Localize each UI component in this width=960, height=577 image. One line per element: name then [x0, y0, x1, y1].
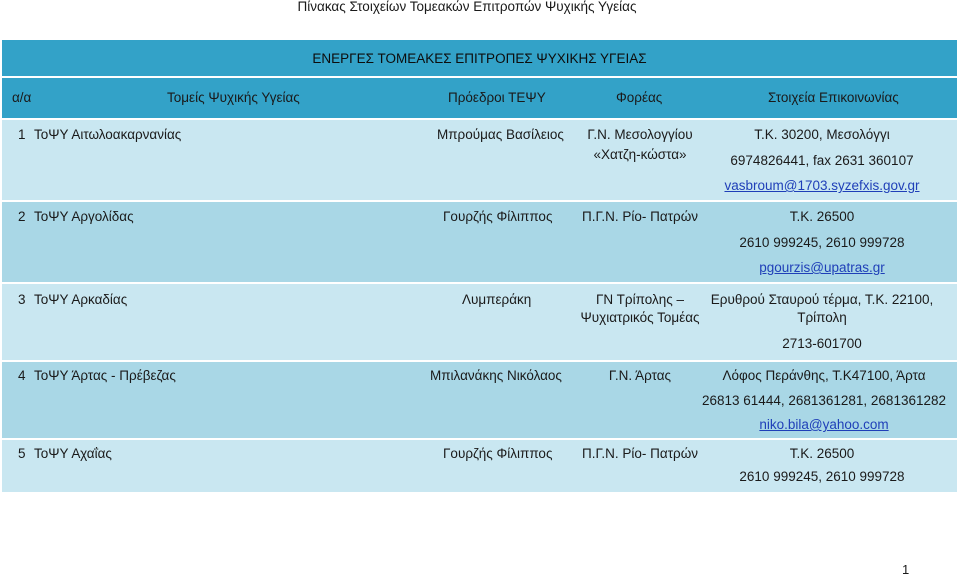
row-org-line1: Π.Γ.Ν. Ρίο- Πατρών	[581, 209, 699, 224]
header-org: Φορέας	[616, 90, 663, 105]
row-contact-phone: 2610 999245, 2610 999728	[739, 235, 905, 250]
row-contact-phone: 2610 999245, 2610 999728	[739, 469, 905, 484]
committees-table	[2, 40, 957, 494]
row-sector: ΤοΨΥ Άρτας - Πρέβεζας	[34, 368, 176, 383]
table-banner: ΕΝΕΡΓΕΣ ΤΟΜΕΑΚΕΣ ΕΠΙΤΡΟΠΕΣ ΨΥΧΙΚΗΣ ΥΓΕΙΑΣ	[2, 40, 957, 78]
header-contact: Στοιχεία Επικοινωνίας	[768, 90, 899, 105]
row-sector: ΤοΨΥ Αρκαδίας	[34, 292, 128, 307]
row-contact-address: Λόφος Περάνθης, Τ.Κ47100, Άρτα	[722, 368, 926, 383]
table-header-row	[2, 78, 957, 120]
header-sector: Τομείς Ψυχικής Υγείας	[167, 90, 300, 105]
row-contact-phone: 26813 61444, 2681361281, 2681361282	[702, 393, 946, 408]
page-number: 1	[902, 562, 910, 577]
row-org-line1: Γ.Ν. Μεσολογγίου	[587, 127, 693, 142]
row-contact-phone: 2713-601700	[782, 336, 862, 351]
row-contact-email[interactable]: pgourzis@upatras.gr	[759, 260, 885, 275]
header-num: α/α	[12, 90, 32, 105]
row-chair: Γουρζής Φίλιππος	[443, 446, 553, 461]
row-num: 4	[18, 368, 26, 383]
row-org-line2: Ψυχιατρικός Τομέας	[580, 310, 700, 325]
row-contact-address: Τ.Κ. 26500	[789, 446, 855, 461]
row-contact-address: Τ.Κ. 26500	[789, 209, 855, 224]
row-contact-address: Τ.Κ. 30200, Μεσολόγγι	[754, 127, 890, 142]
row-contact-phone: 6974826441, fax 2631 360107	[730, 153, 914, 168]
table-row	[2, 120, 957, 202]
row-sector: ΤοΨΥ Αιτωλοακαρνανίας	[34, 127, 182, 142]
row-chair: Μπιλανάκης Νικόλαος	[430, 368, 562, 383]
row-num: 2	[18, 209, 26, 224]
header-chair: Πρόεδροι ΤΕΨΥ	[448, 90, 546, 105]
table-row	[2, 362, 957, 440]
row-sector: ΤοΨΥ Αχαΐας	[34, 446, 112, 461]
table-row	[2, 284, 957, 362]
row-org-line1: ΓΝ Τρίπολης –	[595, 292, 684, 307]
row-sector: ΤοΨΥ Αργολίδας	[34, 209, 134, 224]
row-org-line2: «Χατζη-κώστα»	[593, 147, 687, 162]
row-contact-email[interactable]: niko.bila@yahoo.com	[759, 417, 889, 432]
document-title: Πίνακας Στοιχείων Τομεακών Επιτροπών Ψυχικής Υγείας	[297, 0, 637, 14]
row-num: 3	[18, 292, 26, 307]
row-contact-email[interactable]: vasbroum@1703.syzefxis.gov.gr	[724, 178, 920, 193]
row-contact-address: Ερυθρού Σταυρού τέρμα, Τ.Κ. 22100,	[710, 292, 934, 307]
row-num: 1	[18, 127, 26, 142]
row-chair: Λυμπεράκη	[462, 292, 532, 307]
row-chair: Μπρούμας Βασίλειος	[437, 127, 564, 142]
table-row	[2, 440, 957, 494]
row-org-line1: Π.Γ.Ν. Ρίο- Πατρών	[581, 446, 699, 461]
row-chair: Γουρζής Φίλιππος	[443, 209, 553, 224]
row-num: 5	[18, 446, 26, 461]
row-org-line1: Γ.Ν. Άρτας	[608, 368, 672, 383]
table-row	[2, 202, 957, 284]
row-contact-city: Τρίπολη	[797, 310, 847, 325]
